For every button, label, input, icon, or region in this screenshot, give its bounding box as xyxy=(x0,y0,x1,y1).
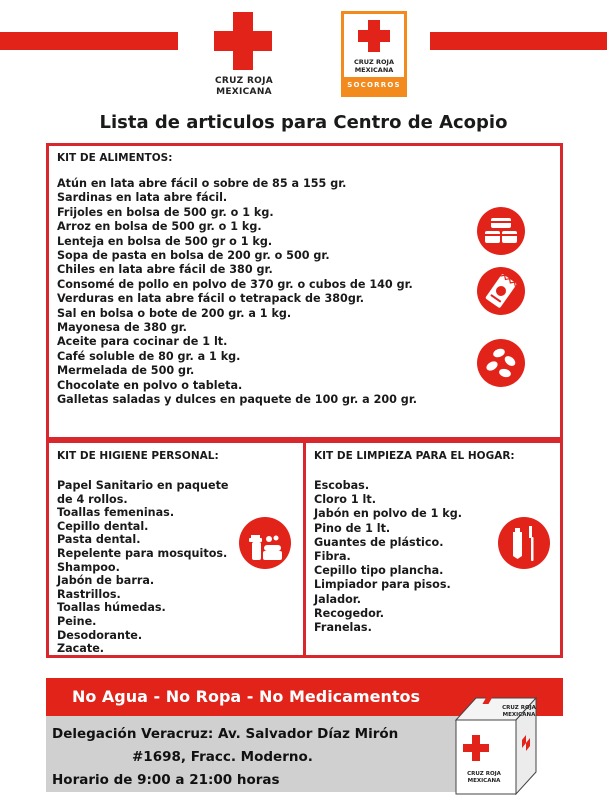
address-line1: Delegación Veracruz: Av. Salvador Díaz Mirón xyxy=(52,726,399,742)
list-item: Chiles en lata abre fácil de 380 gr. xyxy=(57,263,273,277)
list-item: de 4 rollos. xyxy=(57,492,128,506)
list-item: Fibra. xyxy=(314,550,351,564)
list-item: Cepillo tipo plancha. xyxy=(314,564,444,578)
list-item: Verduras en lata abre fácil o tetrapack de 380gr. xyxy=(57,292,365,306)
list-item: Franelas. xyxy=(314,621,372,635)
list-item: Arroz en bolsa de 500 gr. o 1 kg. xyxy=(57,220,262,234)
address-line2: #1698, Fracc. Moderno. xyxy=(132,749,313,765)
list-item: Jabón de barra. xyxy=(57,574,155,588)
socorros-cross-icon xyxy=(358,20,390,52)
header-bar-right xyxy=(430,32,607,50)
box-top-label-line1: CRUZ ROJA xyxy=(502,705,536,711)
list-item: Atún en lata abre fácil o sobre de 85 a 155 gr. xyxy=(57,177,347,190)
list-item: Sal en bolsa o bote de 200 gr. a 1 kg. xyxy=(57,306,292,320)
warning-banner: No Agua - No Ropa - No Medicamentos xyxy=(46,678,446,716)
list-item: Papel Sanitario en paquete xyxy=(57,479,229,492)
header-bar-left xyxy=(0,32,178,50)
hygiene-kit-list xyxy=(57,479,247,656)
cans-icon xyxy=(477,207,525,255)
list-item: Galletas saladas y dulces en paquete de 100 gr. a 200 gr. xyxy=(57,393,417,407)
list-item: Aceite para cocinar de 1 lt. xyxy=(57,335,228,349)
list-item: Recogedor. xyxy=(314,606,384,620)
cleaning-kit-box xyxy=(303,440,563,658)
list-item: Guantes de plástico. xyxy=(314,535,444,549)
opening-hours: Horario de 9:00 a 21:00 horas xyxy=(52,772,280,788)
list-item: Cloro 1 lt. xyxy=(314,493,376,507)
food-kit-list xyxy=(57,177,417,408)
socorros-logo xyxy=(341,11,407,97)
socorros-text-line2: MEXICANA xyxy=(354,66,394,74)
list-item: Mermelada de 500 gr. xyxy=(57,364,195,378)
hygiene-kit-box xyxy=(46,440,306,658)
logo-text-line2: MEXICANA xyxy=(216,87,272,97)
list-item: Frijoles en bolsa de 500 gr. o 1 kg. xyxy=(57,205,274,219)
logo-text xyxy=(196,76,292,98)
list-item: Consomé de pollo en polvo de 370 gr. o cubos de 140 gr. xyxy=(57,277,413,291)
list-item: Repelente para mosquitos. xyxy=(57,546,228,560)
list-item: Desodorante. xyxy=(57,628,143,642)
list-item: Toallas femeninas. xyxy=(57,506,175,520)
soup-packet-icon xyxy=(477,267,525,315)
list-item: Lenteja en bolsa de 500 gr o 1 kg. xyxy=(57,234,273,248)
food-kit-box xyxy=(46,143,563,440)
box-top-label xyxy=(502,705,536,718)
list-item: Zacate. xyxy=(57,642,105,656)
list-item: Pino de 1 lt. xyxy=(314,521,391,535)
list-item: Rastrillos. xyxy=(57,587,121,601)
list-item: Mayonesa de 380 gr. xyxy=(57,321,187,335)
aid-box-icon xyxy=(452,684,580,796)
cleaning-kit-title: KIT DE LIMPIEZA PARA EL HOGAR: xyxy=(314,450,515,462)
list-item: Shampoo. xyxy=(57,560,120,574)
list-item: Escobas. xyxy=(314,479,370,492)
list-item: Sopa de pasta en bolsa de 200 gr. o 500 gr. xyxy=(57,249,330,263)
hygiene-kit-title: KIT DE HIGIENE PERSONAL: xyxy=(57,450,219,462)
list-item: Café soluble de 80 gr. a 1 kg. xyxy=(57,349,241,363)
spray-bottle-icon xyxy=(239,517,291,569)
box-front-label-line1: CRUZ ROJA xyxy=(467,771,501,777)
page-title: Lista de articulos para Centro de Acopio xyxy=(99,112,508,133)
address-box xyxy=(46,716,460,792)
socorros-band: SOCORROS xyxy=(344,77,404,94)
list-item: Cepillo dental. xyxy=(57,519,149,533)
list-item: Pasta dental. xyxy=(57,533,141,547)
cleaning-kit-list xyxy=(314,479,462,635)
list-item: Chocolate en polvo o tableta. xyxy=(57,378,243,392)
list-item: Peine. xyxy=(57,614,97,628)
list-item: Jalador. xyxy=(314,592,361,606)
box-front-label xyxy=(456,771,512,784)
box-front-label-line2: MEXICANA xyxy=(467,777,501,784)
list-item: Limpiador para pisos. xyxy=(314,578,451,592)
list-item: Toallas húmedas. xyxy=(57,601,166,615)
list-item: Sardinas en lata abre fácil. xyxy=(57,191,228,205)
food-kit-title: KIT DE ALIMENTOS: xyxy=(57,152,173,164)
logo-text-line1: CRUZ ROJA xyxy=(214,76,274,86)
socorros-text-line1: CRUZ ROJA xyxy=(353,58,394,66)
box-top-label-line2: MEXICANA xyxy=(502,711,536,718)
list-item: Jabón en polvo de 1 kg. xyxy=(314,507,462,521)
toothpaste-brush-icon xyxy=(498,517,550,569)
beans-icon xyxy=(477,339,525,387)
red-cross-logo xyxy=(214,12,272,70)
